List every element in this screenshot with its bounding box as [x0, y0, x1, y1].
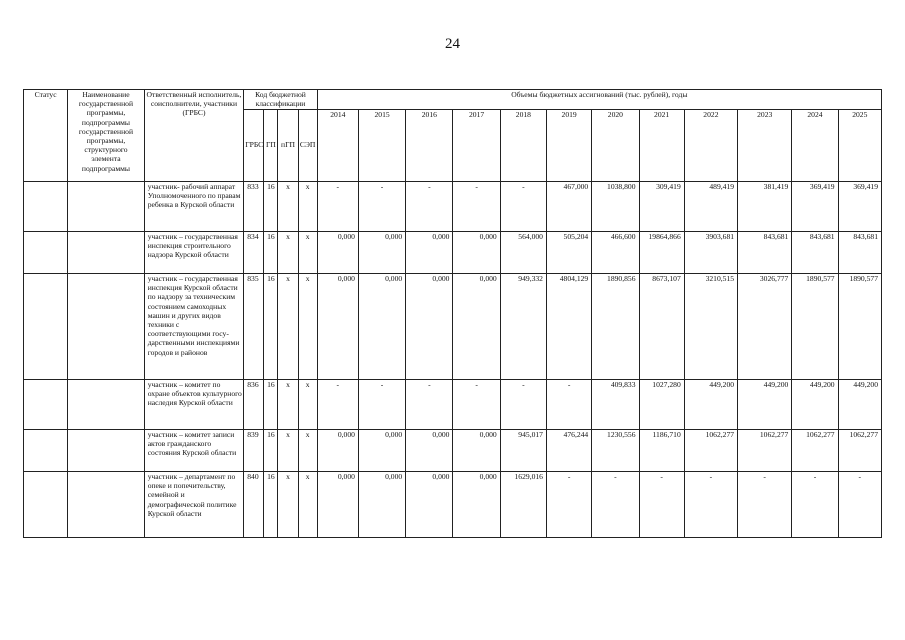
value-cell: -: [358, 380, 405, 430]
value-cell: 0,000: [453, 472, 500, 538]
header-code-group: Код бюджетной классификации: [244, 90, 317, 110]
executor-cell: участник – департамент по опеке и попечительству, семейной и демографической политике Курской области: [144, 472, 244, 538]
header-year: 2018: [500, 110, 546, 182]
value-cell: 0,000: [453, 274, 500, 380]
table-row: [24, 430, 882, 472]
value-cell: 0,000: [317, 274, 358, 380]
value-cell: 564,000: [500, 232, 546, 274]
table-row: [24, 380, 882, 430]
value-cell: 0,000: [406, 274, 453, 380]
value-cell: 19864,866: [639, 232, 684, 274]
program-name-cell: [68, 472, 144, 538]
value-cell: 466,600: [592, 232, 639, 274]
code-cell: х: [298, 380, 317, 430]
value-cell: -: [592, 472, 639, 538]
table-row: [24, 274, 882, 380]
code-cell: х: [278, 430, 298, 472]
code-cell: 16: [264, 232, 278, 274]
value-cell: 0,000: [406, 430, 453, 472]
value-cell: -: [684, 472, 737, 538]
header-year: 2022: [684, 110, 737, 182]
header-year: 2023: [738, 110, 792, 182]
value-cell: -: [639, 472, 684, 538]
header-volumes-group: Объемы бюджетных ассигнований (тыс. рублей), годы: [317, 90, 881, 110]
value-cell: 843,681: [838, 232, 881, 274]
header-year: 2015: [358, 110, 405, 182]
value-cell: 3210,515: [684, 274, 737, 380]
value-cell: 0,000: [358, 274, 405, 380]
budget-table: [23, 89, 882, 538]
status-cell: [24, 274, 68, 380]
header-year: 2020: [592, 110, 639, 182]
header-code-pgp: пГП: [278, 110, 298, 182]
code-cell: 16: [264, 380, 278, 430]
code-cell: 16: [264, 182, 278, 232]
value-cell: 843,681: [738, 232, 792, 274]
header-year: 2016: [406, 110, 453, 182]
header-executor: Ответственный исполнитель, соисполнители, участники (ГРБС): [144, 90, 244, 182]
value-cell: -: [792, 472, 838, 538]
value-cell: 0,000: [317, 472, 358, 538]
program-name-cell: [68, 430, 144, 472]
header-year: 2014: [317, 110, 358, 182]
table-row: [24, 182, 882, 232]
value-cell: 1062,277: [684, 430, 737, 472]
value-cell: -: [453, 182, 500, 232]
value-cell: 449,200: [684, 380, 737, 430]
value-cell: 505,204: [546, 232, 591, 274]
header-year: 2019: [546, 110, 591, 182]
value-cell: -: [500, 182, 546, 232]
value-cell: -: [406, 182, 453, 232]
value-cell: 1890,577: [838, 274, 881, 380]
value-cell: -: [838, 472, 881, 538]
code-cell: х: [278, 274, 298, 380]
code-cell: х: [278, 182, 298, 232]
value-cell: -: [358, 182, 405, 232]
value-cell: 0,000: [317, 430, 358, 472]
value-cell: 8673,107: [639, 274, 684, 380]
code-cell: х: [278, 472, 298, 538]
value-cell: 476,244: [546, 430, 591, 472]
code-cell: 16: [264, 274, 278, 380]
value-cell: 369,419: [792, 182, 838, 232]
value-cell: 1890,577: [792, 274, 838, 380]
value-cell: -: [546, 380, 591, 430]
header-year: 2021: [639, 110, 684, 182]
program-name-cell: [68, 274, 144, 380]
value-cell: -: [317, 380, 358, 430]
value-cell: 949,332: [500, 274, 546, 380]
value-cell: 0,000: [358, 430, 405, 472]
table-row: [24, 472, 882, 538]
executor-cell: участник – государственная инспекция строительного надзора Курской области: [144, 232, 244, 274]
executor-cell: участник- рабочий аппарат Уполномоченного по правам ребенка в Курской области: [144, 182, 244, 232]
value-cell: 1186,710: [639, 430, 684, 472]
value-cell: 843,681: [792, 232, 838, 274]
value-cell: -: [406, 380, 453, 430]
header-year: 2024: [792, 110, 838, 182]
value-cell: 381,419: [738, 182, 792, 232]
executor-cell: участник – комитет по охране объектов культурного наследия Курской области: [144, 380, 244, 430]
status-cell: [24, 182, 68, 232]
page-number: 24: [445, 36, 460, 52]
value-cell: 309,419: [639, 182, 684, 232]
status-cell: [24, 232, 68, 274]
value-cell: 0,000: [358, 472, 405, 538]
value-cell: -: [500, 380, 546, 430]
value-cell: 467,000: [546, 182, 591, 232]
code-cell: х: [298, 274, 317, 380]
code-cell: х: [298, 472, 317, 538]
value-cell: 4804,129: [546, 274, 591, 380]
code-cell: х: [298, 430, 317, 472]
value-cell: -: [453, 380, 500, 430]
code-cell: 833: [244, 182, 264, 232]
header-program-name: Наименование государственной программы, подпрограммы государственной программы, структурного элемента подпрограммы: [68, 90, 144, 182]
status-cell: [24, 430, 68, 472]
value-cell: 1062,277: [838, 430, 881, 472]
value-cell: -: [546, 472, 591, 538]
code-cell: 840: [244, 472, 264, 538]
header-code-gp: ГП: [264, 110, 278, 182]
value-cell: 369,419: [838, 182, 881, 232]
value-cell: 0,000: [406, 472, 453, 538]
code-cell: х: [298, 232, 317, 274]
table-row: [24, 232, 882, 274]
value-cell: 0,000: [406, 232, 453, 274]
status-cell: [24, 380, 68, 430]
executor-cell: участник – комитет записи актов гражданского состояния Курской области: [144, 430, 244, 472]
header-year: 2025: [838, 110, 881, 182]
value-cell: -: [738, 472, 792, 538]
status-cell: [24, 472, 68, 538]
code-cell: 835: [244, 274, 264, 380]
value-cell: 0,000: [358, 232, 405, 274]
code-cell: х: [298, 182, 317, 232]
value-cell: 1062,277: [792, 430, 838, 472]
header-status: Статус: [24, 90, 68, 182]
code-cell: 836: [244, 380, 264, 430]
value-cell: 3903,681: [684, 232, 737, 274]
code-cell: х: [278, 232, 298, 274]
code-cell: х: [278, 380, 298, 430]
value-cell: 0,000: [453, 232, 500, 274]
header-year: 2017: [453, 110, 500, 182]
value-cell: 449,200: [838, 380, 881, 430]
value-cell: 0,000: [453, 430, 500, 472]
value-cell: 1230,556: [592, 430, 639, 472]
program-name-cell: [68, 232, 144, 274]
code-cell: 839: [244, 430, 264, 472]
value-cell: 1027,280: [639, 380, 684, 430]
value-cell: 409,833: [592, 380, 639, 430]
value-cell: 1038,800: [592, 182, 639, 232]
executor-cell: участник – государственная инспекция Курской области по надзору за техническим состоянием самоходных машин и других видов техники с соответствующими госу- дарственными инспекциями городов и районов: [144, 274, 244, 380]
value-cell: 3026,777: [738, 274, 792, 380]
value-cell: 945,017: [500, 430, 546, 472]
value-cell: 1890,856: [592, 274, 639, 380]
header-code-sep: СЭП: [298, 110, 317, 182]
program-name-cell: [68, 380, 144, 430]
value-cell: 489,419: [684, 182, 737, 232]
header-code-grbs: ГРБС: [244, 110, 264, 182]
value-cell: 1062,277: [738, 430, 792, 472]
value-cell: -: [317, 182, 358, 232]
code-cell: 16: [264, 430, 278, 472]
value-cell: 449,200: [792, 380, 838, 430]
value-cell: 1629,016: [500, 472, 546, 538]
value-cell: 449,200: [738, 380, 792, 430]
code-cell: 834: [244, 232, 264, 274]
code-cell: 16: [264, 472, 278, 538]
value-cell: 0,000: [317, 232, 358, 274]
program-name-cell: [68, 182, 144, 232]
